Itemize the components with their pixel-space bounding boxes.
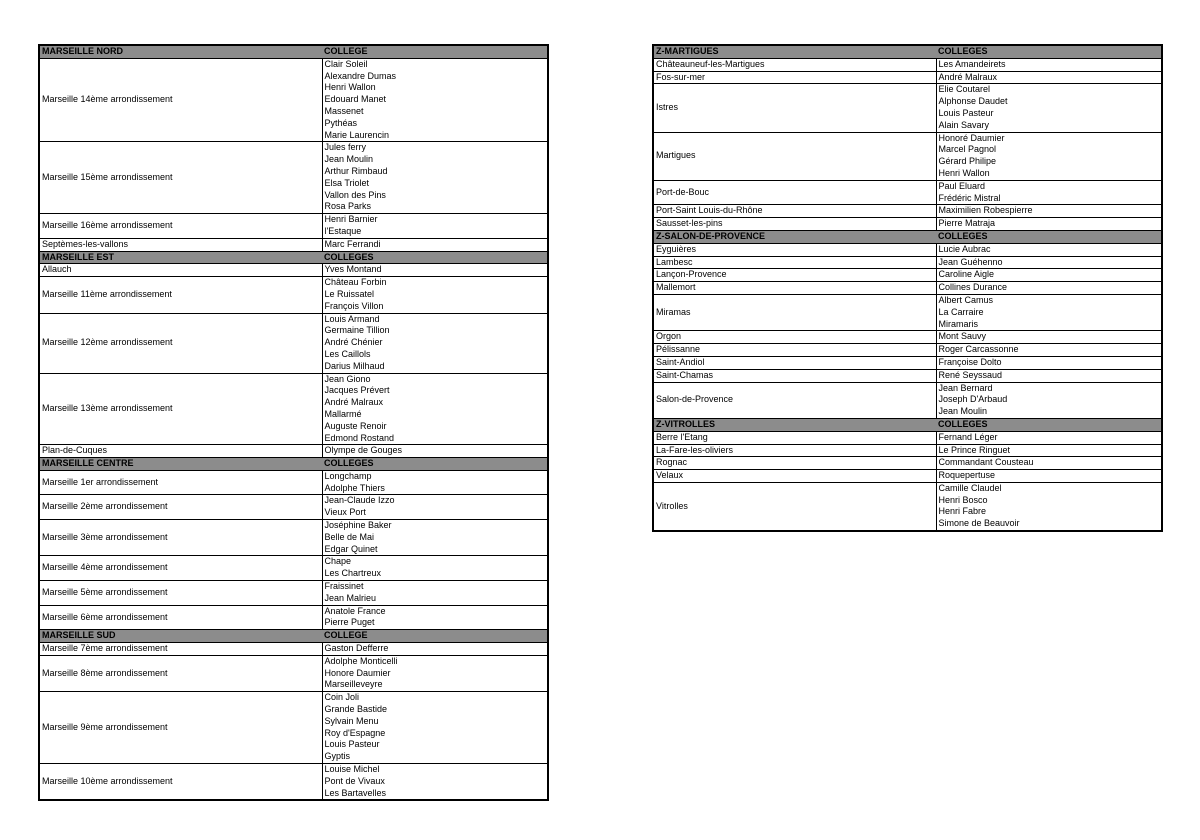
college-name: Auguste Renoir [324,420,387,431]
table-row [39,655,548,667]
college-name: Arthur Rimbaud [324,165,388,176]
college-name: Commandant Cousteau [936,457,1162,470]
table-row [39,373,548,385]
section-header-row [39,630,548,643]
section-title: Z-VITROLLES [653,418,936,431]
area-name: Saint-Chamas [653,369,936,382]
area-name: Marseille 3ème arrondissement [39,520,322,556]
college-name: René Seyssaud [936,369,1162,382]
area-name: Berre l'Etang [653,431,936,444]
college-name: Mallarmé [324,408,362,419]
section-title: MARSEILLE SUD [39,630,322,643]
college-name: Miramaris [938,318,978,329]
college-name: Pierre Puget [324,617,375,628]
table-row [39,643,548,656]
area-name: Rognac [653,457,936,470]
area-name: Pélissanne [653,344,936,357]
area-name: Fos-sur-mer [653,71,936,84]
college-name: Joseph D'Arbaud [938,394,1008,405]
table-row [653,218,1162,231]
college-name: Simone de Beauvoir [938,518,1020,529]
college-name: l'Estaque [324,225,362,236]
college-name: André Chénier [324,337,383,348]
college-name: Albert Camus [936,294,1162,306]
college-name: Pierre Matraja [936,218,1162,231]
college-name: Sylvain Menu [324,715,379,726]
area-name: La-Fare-les-oliviers [653,444,936,457]
table-row [39,581,548,593]
college-name: Coin Joli [322,692,548,704]
area-name: Marseille 16ème arrondissement [39,214,322,239]
area-name: Marseille 2ème arrondissement [39,495,322,520]
college-name: Louise Michel [322,764,548,776]
college-name: André Malraux [324,397,384,408]
college-name: Anatole France [322,605,548,617]
table-row [39,445,548,458]
table-row [653,84,1162,96]
area-name: Salon-de-Provence [653,382,936,418]
college-name: Jules ferry [322,142,548,154]
college-name: Roger Carcassonne [936,344,1162,357]
college-name: François Villon [324,300,384,311]
table-row [39,58,548,70]
college-name: Adolphe Thiers [324,482,385,493]
table-row [653,444,1162,457]
table-row [653,294,1162,306]
table-row [653,356,1162,369]
area-name: Septèmes-les-vallons [39,238,322,251]
college-name: Collines Durance [936,282,1162,295]
college-name: Adolphe Monticelli [322,655,548,667]
area-name: Marseille 7ème arrondissement [39,643,322,656]
college-name: Jean Malrieu [324,592,377,603]
table-row [39,142,548,154]
college-name: Alain Savary [938,119,990,130]
college-name: Henri Fabre [938,506,987,517]
table-row [39,692,548,704]
section-header-row [653,230,1162,243]
college-name: Jean Guéhenno [936,256,1162,269]
college-name: Marie Laurencin [324,129,390,140]
area-name: Lançon-Provence [653,269,936,282]
area-name: Mallemort [653,282,936,295]
area-name: Marseille 8ème arrondissement [39,655,322,691]
table-row [39,556,548,568]
section-header-row [39,251,548,264]
college-name: Yves Montand [324,264,382,275]
table-row [39,605,548,617]
college-name: Pont de Vivaux [324,775,385,786]
area-name: Port-de-Bouc [653,180,936,205]
college-name: La Carraire [938,306,984,317]
college-name: Frédéric Mistral [938,192,1001,203]
college-name: Fraissinet [322,581,548,593]
college-name: Henri Wallon [324,82,376,93]
area-name: Port-Saint Louis-du-Rhône [653,205,936,218]
college-name: Marc Ferrandi [322,238,548,251]
table-row [653,344,1162,357]
college-name: Joséphine Baker [322,520,548,532]
college-name: Edmond Rostand [324,432,395,443]
college-name: Olympe de Gouges [322,445,548,458]
college-name: Darius Milhaud [324,360,385,371]
college-name: Louis Pasteur [324,739,380,750]
area-name: Marseille 13ème arrondissement [39,373,322,445]
college-name: Les Caillols [324,348,371,359]
college-name: Roquepertuse [936,470,1162,483]
area-name: Marseille 10ème arrondissement [39,764,322,801]
table-row [653,369,1162,382]
college-name: Jean-Claude Izzo [322,495,548,507]
area-name: Velaux [653,470,936,483]
section-column-header: COLLEGES [322,251,548,264]
college-name: Massenet [324,105,364,116]
table-row [653,482,1162,494]
right-sectors-table [652,44,1163,532]
college-name: Rosa Parks [324,201,372,212]
college-name: Louis Pasteur [938,107,994,118]
section-column-header: COLLEGES [936,418,1162,431]
college-name: Marseilleveyre [324,679,383,690]
left-table-body [39,45,548,800]
table-row [653,382,1162,394]
college-name: Alphonse Daudet [938,96,1008,107]
area-name: Miramas [653,294,936,330]
section-header-row [653,45,1162,58]
section-title: Z-SALON-DE-PROVENCE [653,230,936,243]
area-name: Orgon [653,331,936,344]
table-row [39,264,548,277]
section-title: MARSEILLE CENTRE [39,458,322,471]
table-row [653,132,1162,144]
college-name: Les Chartreux [324,568,382,579]
college-name: Maximilien Robespierre [936,205,1162,218]
college-name: Henri Wallon [938,167,990,178]
college-name: Château Forbin [322,277,548,289]
left-sectors-table [38,44,549,801]
college-name: Jean Giono [322,373,548,385]
section-column-header: COLLEGE [322,45,548,58]
college-name: Henri Barnier [322,214,548,226]
area-name: Marseille 9ème arrondissement [39,692,322,764]
area-name: Saint-Andiol [653,356,936,369]
college-name: Le Ruissatel [324,288,375,299]
section-header-row [653,418,1162,431]
area-name: Marseille 1er arrondissement [39,470,322,495]
area-name: Marseille 5ème arrondissement [39,581,322,606]
college-name: Roy d'Espagne [324,727,386,738]
college-name: Elsa Triolet [324,177,370,188]
table-row [653,243,1162,256]
section-header-row [39,458,548,471]
college-name: Mont Sauvy [936,331,1162,344]
college-name: Jean Moulin [938,406,988,417]
area-name: Vitrolles [653,482,936,531]
table-row [653,331,1162,344]
table-row [653,71,1162,84]
college-name: Camille Claudel [936,482,1162,494]
college-name: Edgar Quinet [324,543,378,554]
table-row [653,269,1162,282]
college-name: Chape [322,556,548,568]
section-header-row [39,45,548,58]
college-name: Louis Armand [322,313,548,325]
area-name: Plan-de-Cuques [39,445,322,458]
college-name: Jacques Prévert [324,385,390,396]
table-row [653,256,1162,269]
table-row [39,313,548,325]
section-column-header: COLLEGES [936,45,1162,58]
table-row [39,470,548,482]
college-name: Henri Bosco [938,494,988,505]
college-name: Clair Soleil [324,58,368,69]
area-name: Châteauneuf-les-Martigues [653,58,936,71]
college-name: Vieux Port [324,507,366,518]
college-name: Françoise Dolto [936,356,1162,369]
college-name: Caroline Aigle [936,269,1162,282]
section-column-header: COLLEGES [322,458,548,471]
college-name: Les Amandeirets [938,58,1006,69]
area-name: Marseille 11ème arrondissement [39,277,322,313]
table-row [653,431,1162,444]
table-row [653,205,1162,218]
area-name: Martigues [653,132,936,180]
section-title: MARSEILLE EST [39,251,322,264]
college-name: Fernand Léger [938,431,998,442]
college-name: Lucie Aubrac [938,243,991,254]
table-row [39,520,548,532]
college-name: Grande Bastide [324,704,388,715]
college-name: Edouard Manet [324,94,387,105]
table-row [39,764,548,776]
college-name: André Malraux [936,71,1162,84]
college-name: Gaston Defferre [324,643,389,654]
college-name: Les Bartavelles [324,787,387,798]
college-name: Vallon des Pins [324,189,386,200]
college-name: Longchamp [324,470,372,481]
area-name: Sausset-les-pins [653,218,936,231]
college-name: Honoré Daumier [936,132,1162,144]
college-name: Pythéas [324,117,358,128]
section-column-header: COLLEGE [322,630,548,643]
table-row [653,58,1162,71]
area-name: Marseille 14ème arrondissement [39,58,322,142]
table-row [39,238,548,251]
college-name: Honore Daumier [324,667,391,678]
area-name: Lambesc [653,256,936,269]
table-row [39,495,548,507]
college-name: Germaine Tillion [324,325,390,336]
table-row [39,277,548,289]
table-row [653,470,1162,483]
right-table-body [653,45,1162,531]
college-name: Elie Coutarel [936,84,1162,96]
area-name: Marseille 12ème arrondissement [39,313,322,373]
college-name: Gyptis [324,751,351,762]
college-name: Belle de Mai [324,531,375,542]
area-name: Eyguières [653,243,936,256]
area-name: Marseille 4ème arrondissement [39,556,322,581]
area-name: Marseille 6ème arrondissement [39,605,322,630]
college-name: Gérard Philipe [938,156,997,167]
college-name: Le Prince Ringuet [936,444,1162,457]
table-row [653,457,1162,470]
area-name: Allauch [39,264,322,277]
college-name: Marcel Pagnol [938,144,997,155]
section-column-header: COLLEGES [936,230,1162,243]
area-name: Marseille 15ème arrondissement [39,142,322,214]
college-name: Paul Eluard [936,180,1162,192]
table-row [39,214,548,226]
table-row [653,282,1162,295]
area-name: Istres [653,84,936,132]
table-row [653,180,1162,192]
college-name: Jean Moulin [324,154,374,165]
section-title: Z-MARTIGUES [653,45,936,58]
college-name: Jean Bernard [936,382,1162,394]
college-name: Alexandre Dumas [324,70,397,81]
section-title: MARSEILLE NORD [39,45,322,58]
